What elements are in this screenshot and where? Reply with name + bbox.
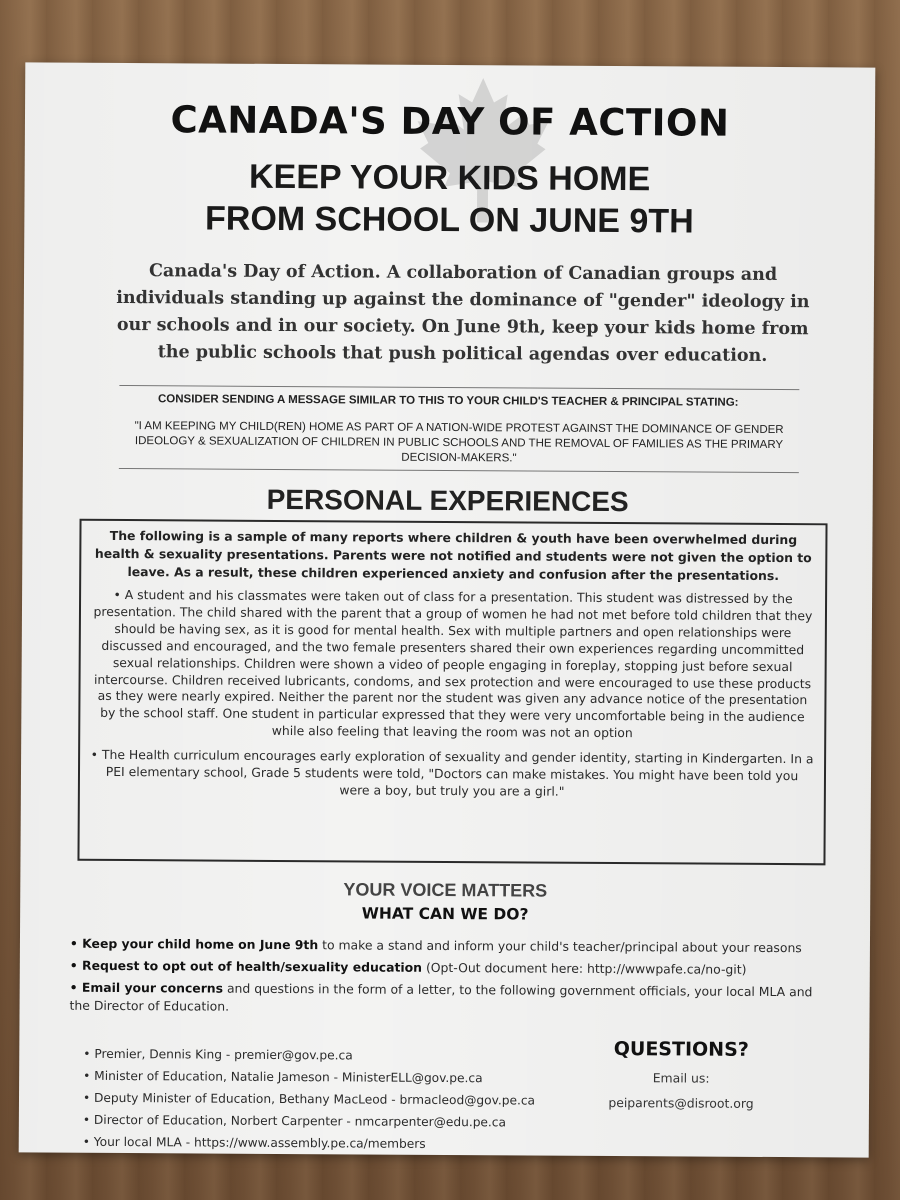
action-text: (Opt-Out document here: http://wwwpafe.ca/no-git) [421,959,747,977]
action-item [70,979,830,1020]
official-contact: • Your local MLA - https://www.assembly.pe.ca/members [82,1134,426,1151]
flyer-title: CANADA'S DAY OF ACTION [170,98,730,145]
protest-message-quote: "I AM KEEPING MY CHILD(REN) HOME AS PART OF A NATION-WIDE PROTEST AGAINST THE DOMINANCE OF GENDER IDEOLOGY & SEXUALIZATION OF CHILDREN IN PUBLIC SCHOOLS AND THE REMOVAL OF FAMILIES AS THE PRIMARY DECISION-MAKERS." [134,420,784,465]
action-list [69,935,829,1024]
action-text: to make a stand and inform your child's teacher/principal about your reasons [318,937,802,956]
subtitle-line-1: KEEP YOUR KIDS HOME [248,157,651,199]
action-bold: • Email your concerns [69,979,224,996]
divider-bottom [119,468,799,473]
flyer-subtitle [24,154,874,243]
experience-item: • The Health curriculum encourages early exploration of sexuality and gender identity, starting in Kindergarten. In a PEI elementary school, Grade 5 students were told, "Doctors can make mistakes. You might have been told you were a boy, but truly you are a girl." [90,746,814,799]
email-us-label: Email us: [652,1070,710,1086]
intro-paragraph: Canada's Day of Action. A collaboration of Canadian groups and individuals standing up against the dominance of "gender" ideology in our schools and in our society. On June 9th, keep your kids home from the public schools that push political agendas over education. [116,261,810,366]
official-contact: • Minister of Education, Natalie Jameson - MinisterELL@gov.pe.ca [83,1068,483,1086]
voice-matters-heading: YOUR VOICE MATTERS [343,879,548,901]
action-item [70,935,830,958]
action-item [70,957,830,980]
official-contact: • Deputy Minister of Education, Bethany MacLeod - brmacleod@gov.pe.ca [82,1090,536,1108]
action-bold: • Keep your child home on June 9th [69,935,319,953]
subtitle-line-2: FROM SCHOOL ON JUNE 9TH [204,199,694,241]
contact-email: peiparents@disroot.org [608,1094,754,1111]
flyer-paper [19,62,876,1157]
divider-top [119,385,799,390]
personal-experiences-title: PERSONAL EXPERIENCES [266,483,629,518]
action-bold: • Request to opt out of health/sexuality education [69,957,423,975]
questions-title: QUESTIONS? [613,1038,749,1061]
what-can-we-do-heading: WHAT CAN WE DO? [361,904,529,924]
consider-heading: CONSIDER SENDING A MESSAGE SIMILAR TO THIS TO YOUR CHILD'S TEACHER & PRINCIPAL STATING: [157,393,739,409]
experience-item: • A student and his classmates were taken out of class for a presentation. This student was distressed by the presentation. The child shared with the parent that a group of women he had not met before told children that they should be having sex, as it is good for mental health. Sex with multiple partners and open relationships were discussed and encouraged, and the two female presenters shared their own experiences regarding uncommitted sexual relationships. Children were shown a video of people engaging in foreplay, stopping just before sexual intercourse. Children received lubricants, condoms, and sex protection and were encouraged to use these products as they were nearly expired. Neither the parent nor the student was given any advance notice of the presentation by the school staff. One student in particular expressed that they were very uncomfortable being in the audience while also feeling that leaving the room was not an option [93,586,813,741]
official-contact: • Director of Education, Norbert Carpenter - nmcarpenter@edu.pe.ca [82,1112,507,1130]
officials-list [83,1043,536,1156]
action-text: and questions in the form of a letter, to the following government officials, your local MLA and the Director of Education. [69,980,813,1014]
experiences-lead: The following is a sample of many reports where children & youth have been overwhelmed during health & sexuality presentations. Parents were not notified and students were not given the option to leave. As a result, these children experienced anxiety and confusion after the presentations. [94,527,812,584]
personal-experiences-box [77,519,827,866]
official-contact: • Premier, Dennis King - premier@gov.pe.ca [83,1046,353,1063]
questions-block [591,1038,771,1111]
